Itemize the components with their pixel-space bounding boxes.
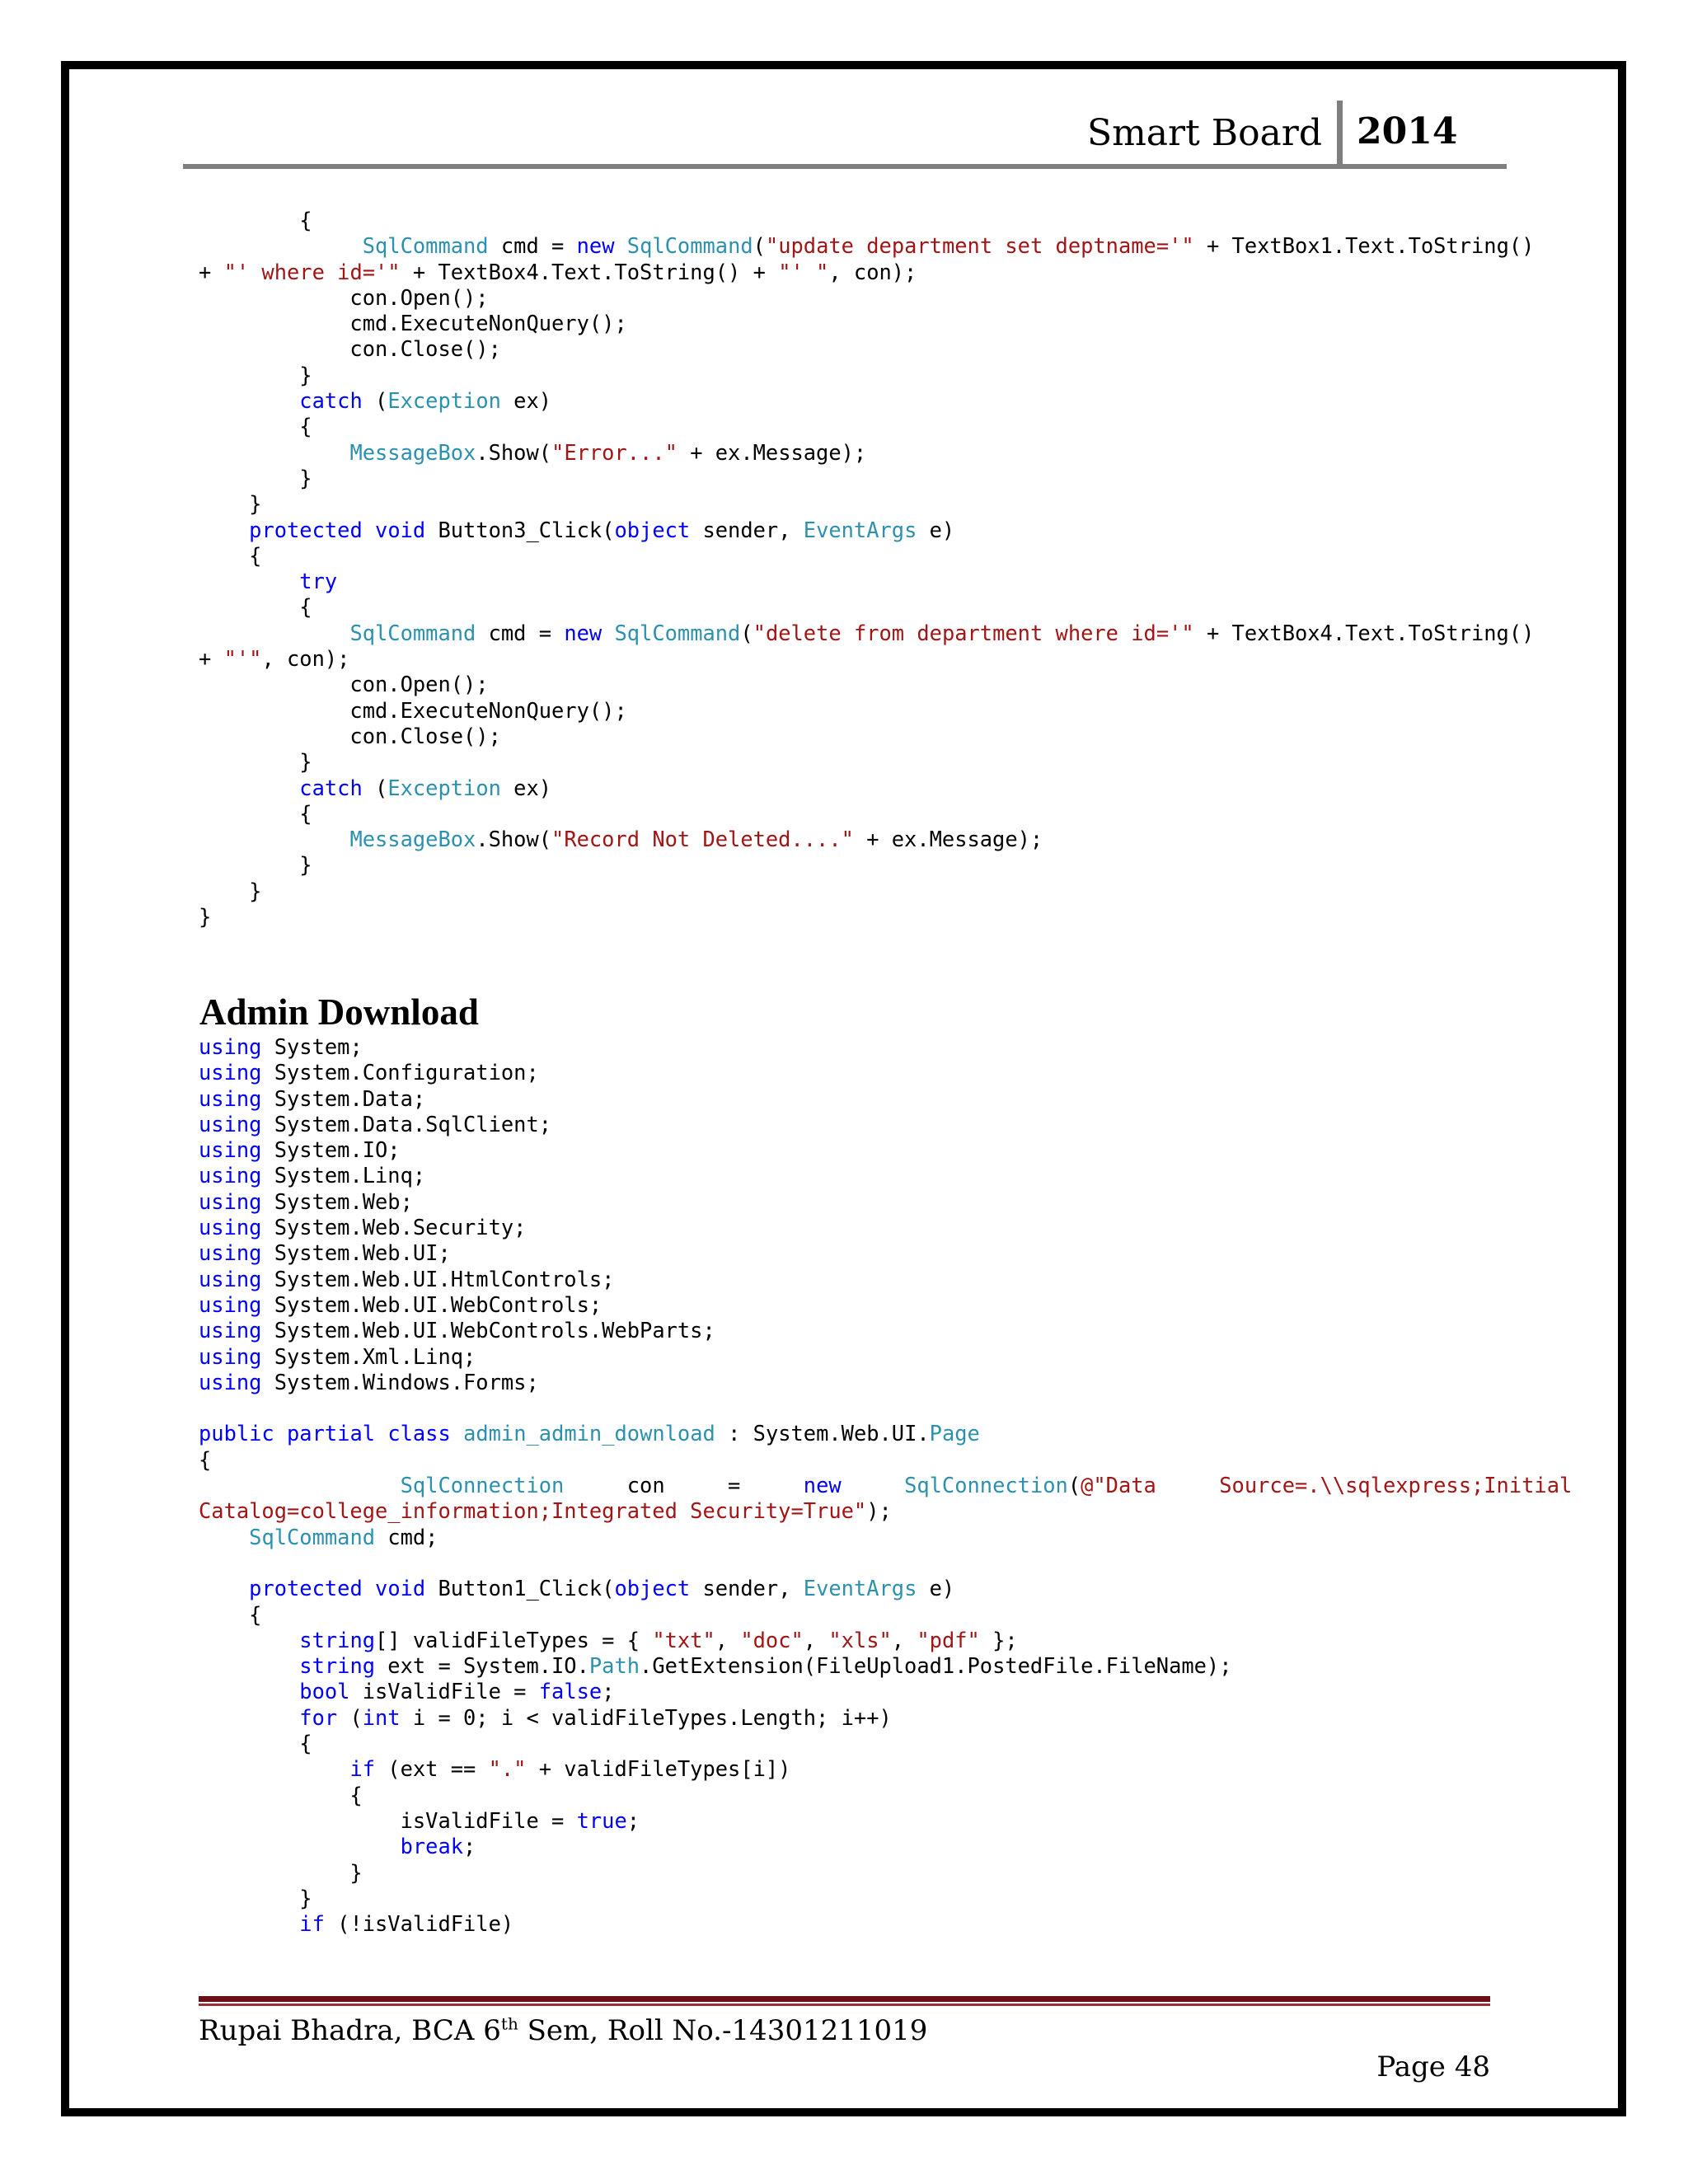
code-token: catch xyxy=(299,388,363,414)
code-token: isValidFile = xyxy=(349,1679,539,1704)
code-line xyxy=(199,879,1501,904)
code-token: con.Open(); xyxy=(199,284,489,310)
code-token: using xyxy=(199,1343,262,1369)
code-line xyxy=(199,1344,1501,1370)
code-token xyxy=(199,827,349,851)
code-line xyxy=(199,363,1501,388)
code-line xyxy=(199,1886,1501,1911)
code-token: cmd.ExecuteNonQuery(); xyxy=(199,697,627,723)
code-line xyxy=(199,260,1501,285)
code-token: isValidFile = xyxy=(199,1807,577,1833)
footer-author-sup: th xyxy=(500,2013,518,2034)
code-token: System.Data.SqlClient; xyxy=(261,1111,552,1137)
code-token: for xyxy=(299,1704,338,1730)
code-line xyxy=(199,1705,1501,1731)
code-token: ( xyxy=(740,620,753,645)
code-token: protected xyxy=(249,1576,363,1601)
code-token: } xyxy=(199,491,262,517)
code-token: } xyxy=(199,904,212,930)
code-line xyxy=(199,1602,1501,1628)
code-token: using xyxy=(199,1085,262,1111)
code-token: } xyxy=(199,1885,312,1910)
code-token xyxy=(199,1628,299,1652)
code-token: "'" xyxy=(223,646,262,672)
code-token: cmd = xyxy=(488,233,577,259)
code-token: }; xyxy=(979,1627,1018,1652)
code-line xyxy=(199,233,1535,259)
code-line xyxy=(199,1628,1501,1653)
code-token xyxy=(199,1679,299,1704)
code-token: SqlCommand xyxy=(614,620,741,645)
code-line xyxy=(199,1550,1501,1576)
code-line xyxy=(199,1525,1501,1550)
code-line xyxy=(199,1834,1501,1859)
code-token: using xyxy=(199,1266,262,1291)
code-line xyxy=(199,1447,1501,1473)
code-token: } xyxy=(199,852,312,878)
code-token: , con); xyxy=(828,259,917,284)
code-token: } xyxy=(199,362,312,387)
section-heading: Admin Download xyxy=(199,991,479,1033)
code-line xyxy=(199,1756,1501,1782)
code-token: SqlCommand xyxy=(249,1524,376,1549)
code-token: .Show( xyxy=(476,827,552,852)
code-token xyxy=(199,1576,249,1601)
code-token: break xyxy=(400,1834,464,1859)
code-token: using xyxy=(199,1369,262,1394)
code-token: int xyxy=(362,1704,401,1730)
code-token: System.Linq; xyxy=(261,1163,426,1188)
code-token: new xyxy=(576,233,615,259)
code-token: object xyxy=(614,517,691,542)
code-token: "doc" xyxy=(740,1627,804,1652)
code-token: Button1_Click( xyxy=(425,1576,615,1601)
code-token: : System.Web.UI. xyxy=(715,1421,930,1446)
code-line xyxy=(199,1318,1501,1343)
code-token: + ex.Message); xyxy=(677,439,867,465)
code-token: void xyxy=(375,517,426,542)
code-token: { xyxy=(199,542,262,568)
code-token: SqlConnection xyxy=(400,1473,565,1498)
code-line xyxy=(199,491,1501,517)
code-token: if xyxy=(299,1911,325,1937)
code-line xyxy=(199,1034,1501,1060)
code-token: (ext == xyxy=(375,1756,489,1782)
header-title: Smart Board xyxy=(1086,112,1322,154)
code-token: { xyxy=(199,1446,212,1472)
code-line xyxy=(199,336,1501,362)
code-token: "Error..." xyxy=(551,439,678,465)
code-token: string xyxy=(299,1627,376,1652)
code-line xyxy=(199,414,1501,439)
code-token: class xyxy=(387,1421,451,1446)
code-line xyxy=(199,1576,1501,1601)
code-token: object xyxy=(614,1576,691,1601)
code-token: + TextBox4.Text.ToString() + xyxy=(400,259,779,284)
code-line xyxy=(199,1808,1501,1834)
code-token: + TextBox1.Text.ToString() xyxy=(1193,233,1535,259)
code-token: , con); xyxy=(261,646,350,672)
code-token: { xyxy=(199,414,312,439)
code-token xyxy=(199,569,299,593)
code-token: using xyxy=(199,1318,262,1343)
code-token: SqlCommand xyxy=(626,233,753,259)
code-token: ); xyxy=(866,1498,892,1524)
code-token: { xyxy=(199,1782,363,1807)
code-line xyxy=(199,466,1501,491)
header-year: 2014 xyxy=(1357,110,1458,152)
code-line xyxy=(199,1086,1501,1112)
code-token: ( xyxy=(337,1704,363,1730)
code-token: System.Web.UI.WebControls.WebParts; xyxy=(261,1318,715,1343)
code-token: } xyxy=(199,749,312,775)
code-line xyxy=(199,698,1501,724)
code-line xyxy=(199,1731,1501,1756)
code-line xyxy=(199,1267,1501,1292)
code-token xyxy=(363,1576,375,1601)
code-token: using xyxy=(199,1060,262,1085)
code-token: using xyxy=(199,1111,262,1137)
code-line xyxy=(199,904,1501,930)
code-token: cmd.ExecuteNonQuery(); xyxy=(199,311,627,336)
code-line xyxy=(199,672,1501,697)
footer-author-suffix: Sem, Roll No.-14301211019 xyxy=(518,2014,928,2047)
code-token: try xyxy=(299,569,338,594)
code-token: System.Web.UI.WebControls; xyxy=(261,1291,603,1317)
code-token: + TextBox4.Text.ToString() xyxy=(1193,620,1535,645)
code-token: SqlCommand xyxy=(362,233,489,259)
code-token: + validFileTypes[i]) xyxy=(526,1756,791,1782)
code-line xyxy=(199,1653,1501,1679)
code-line xyxy=(199,1911,1501,1937)
code-token: { xyxy=(199,800,312,826)
code-line xyxy=(199,311,1501,336)
code-token: SqlCommand xyxy=(349,620,476,645)
code-token xyxy=(199,1756,349,1781)
code-line xyxy=(199,827,1501,852)
code-token: ( xyxy=(1067,1473,1081,1498)
code-token: con.Open(); xyxy=(199,672,489,697)
code-token xyxy=(375,1421,387,1446)
code-token xyxy=(199,233,363,258)
code-token: new xyxy=(564,620,603,645)
code-token: "delete from department where id='" xyxy=(753,620,1194,645)
code-token: MessageBox xyxy=(349,827,476,852)
code-token xyxy=(614,233,626,258)
code-line xyxy=(199,1860,1501,1886)
code-token: if xyxy=(349,1756,376,1782)
code-token: using xyxy=(199,1291,262,1317)
code-line xyxy=(199,569,1501,594)
code-token: (!isValidFile) xyxy=(324,1911,514,1937)
code-token: [] validFileTypes = { xyxy=(375,1627,653,1652)
code-line xyxy=(199,1137,1501,1163)
code-line xyxy=(199,1370,1501,1395)
code-token: { xyxy=(199,1601,262,1627)
code-token: @"Data Source=.\\sqlexpress;Initial xyxy=(1081,1473,1573,1498)
code-token: } xyxy=(199,1859,363,1885)
code-line xyxy=(199,1498,1501,1524)
code-token: using xyxy=(199,1215,262,1240)
code-token: ex) xyxy=(500,388,552,414)
code-token: using xyxy=(199,1163,262,1188)
code-token: "pdf" xyxy=(917,1627,980,1652)
code-token: protected xyxy=(249,517,363,542)
footer-author-prefix: Rupai Bhadra, BCA 6 xyxy=(199,2014,501,2047)
code-token: System.IO; xyxy=(261,1137,401,1163)
code-token: e) xyxy=(917,517,955,542)
footer-rule xyxy=(199,1996,1490,2002)
code-token: Catalog=college_information;Integrated Security=True" xyxy=(199,1498,867,1524)
code-token: "txt" xyxy=(652,1627,715,1652)
code-line xyxy=(199,285,1501,311)
code-line xyxy=(199,594,1501,620)
code-line xyxy=(199,440,1501,466)
code-token xyxy=(199,1911,299,1936)
code-token xyxy=(602,621,614,645)
code-line xyxy=(199,388,1501,414)
header-rule xyxy=(183,164,1507,169)
code-line xyxy=(199,724,1501,749)
code-line xyxy=(199,776,1501,801)
code-line xyxy=(199,646,1501,672)
code-token: new xyxy=(803,1473,842,1498)
code-token: .GetExtension(FileUpload1.PostedFile.FileName); xyxy=(640,1653,1232,1679)
code-token: con = xyxy=(564,1473,804,1498)
code-line xyxy=(199,1395,1501,1421)
code-line xyxy=(199,620,1535,646)
header-separator xyxy=(1337,101,1343,168)
code-token: using xyxy=(199,1188,262,1214)
code-token: Button3_Click( xyxy=(425,517,615,542)
code-token: admin_admin_download xyxy=(463,1421,715,1446)
code-token: .Show( xyxy=(476,439,552,465)
code-token: System.Web; xyxy=(261,1188,413,1214)
code-token: ( xyxy=(362,388,388,414)
code-token xyxy=(199,1834,401,1858)
code-token: e) xyxy=(917,1576,955,1601)
code-line xyxy=(199,749,1501,775)
code-token: EventArgs xyxy=(803,1576,917,1601)
code-token: "' " xyxy=(778,259,829,284)
code-token xyxy=(363,518,375,542)
code-token xyxy=(199,518,249,542)
code-line xyxy=(199,1473,1573,1498)
code-token xyxy=(199,621,349,645)
code-token: false xyxy=(538,1679,603,1704)
code-token: { xyxy=(199,594,312,620)
code-token: } xyxy=(199,878,262,903)
code-token xyxy=(199,776,299,800)
code-token: , xyxy=(715,1627,741,1652)
code-token: con.Close(); xyxy=(199,723,501,748)
code-token: ( xyxy=(362,775,388,800)
code-token: Exception xyxy=(387,775,501,800)
code-token: ; xyxy=(602,1679,615,1704)
code-token xyxy=(842,1473,904,1497)
code-token xyxy=(199,1653,299,1678)
code-token: ; xyxy=(626,1807,640,1833)
code-token: Exception xyxy=(387,388,501,414)
code-token: "update department set deptname='" xyxy=(765,233,1194,259)
code-token: partial xyxy=(287,1421,376,1446)
code-token: ext = System.IO. xyxy=(375,1653,589,1679)
code-token: System.Web.UI.HtmlControls; xyxy=(261,1266,615,1291)
code-token: cmd = xyxy=(476,620,565,645)
code-token: System.Windows.Forms; xyxy=(261,1369,539,1394)
code-token: + xyxy=(199,259,224,284)
code-token: Path xyxy=(588,1653,640,1679)
footer-rule-accent xyxy=(199,2004,1490,2006)
code-line xyxy=(199,1112,1501,1137)
code-token: "xls" xyxy=(828,1627,892,1652)
code-line xyxy=(199,1189,1501,1215)
code-token: EventArgs xyxy=(803,517,917,542)
page-number: Page 48 xyxy=(1376,2050,1490,2083)
code-token: , xyxy=(891,1627,917,1652)
code-token: con.Close(); xyxy=(199,336,501,362)
code-token: System.Web.Security; xyxy=(261,1215,527,1240)
code-token: System.Data; xyxy=(261,1085,426,1111)
code-token: "Record Not Deleted...." xyxy=(551,827,854,852)
code-token: string xyxy=(299,1653,376,1679)
code-token: System.Configuration; xyxy=(261,1060,539,1085)
code-token: public xyxy=(199,1421,274,1446)
code-token: true xyxy=(576,1807,627,1833)
code-token: ; xyxy=(463,1834,476,1859)
code-token: void xyxy=(375,1576,426,1601)
code-token: + xyxy=(199,646,224,672)
code-token: System.Xml.Linq; xyxy=(261,1343,476,1369)
code-token xyxy=(199,1705,299,1730)
code-token: , xyxy=(803,1627,829,1652)
code-line xyxy=(199,852,1501,878)
code-token: ex) xyxy=(500,775,552,800)
code-token: cmd; xyxy=(375,1524,438,1549)
code-line xyxy=(199,1783,1501,1808)
code-token: "." xyxy=(488,1756,527,1782)
code-token xyxy=(199,1473,401,1497)
code-token: System; xyxy=(261,1034,363,1059)
code-token: MessageBox xyxy=(349,439,476,465)
code-token xyxy=(451,1421,463,1446)
code-line xyxy=(199,1215,1501,1240)
code-token: using xyxy=(199,1240,262,1266)
code-token xyxy=(199,388,299,413)
code-token: bool xyxy=(299,1679,350,1704)
code-token xyxy=(274,1421,287,1446)
code-line xyxy=(199,1240,1501,1266)
code-token: } xyxy=(199,465,312,490)
code-token: + ex.Message); xyxy=(853,827,1043,852)
code-line xyxy=(199,801,1501,827)
footer-author xyxy=(199,2011,927,2050)
code-token xyxy=(199,440,349,465)
code-token: using xyxy=(199,1137,262,1163)
code-token: "' where id='" xyxy=(223,259,401,284)
code-line xyxy=(199,543,1501,569)
code-line xyxy=(199,1060,1501,1085)
code-token: ( xyxy=(753,233,766,259)
code-line xyxy=(199,1292,1501,1318)
code-token xyxy=(199,1525,249,1549)
code-token: sender, xyxy=(690,517,804,542)
code-token: sender, xyxy=(690,1576,804,1601)
code-line xyxy=(199,1679,1501,1704)
code-line xyxy=(199,208,1501,233)
code-token: catch xyxy=(299,775,363,800)
code-line xyxy=(199,518,1501,543)
code-token: Page xyxy=(929,1421,980,1446)
code-line xyxy=(199,1163,1501,1188)
code-block-2 xyxy=(199,1034,1573,1937)
code-block-1 xyxy=(199,208,1535,930)
code-token: { xyxy=(199,1731,312,1756)
code-token: SqlConnection xyxy=(904,1473,1068,1498)
code-line xyxy=(199,1421,1501,1446)
code-token: i = 0; i < validFileTypes.Length; i++) xyxy=(400,1704,892,1730)
code-token: using xyxy=(199,1034,262,1059)
code-token: System.Web.UI; xyxy=(261,1240,451,1266)
code-token: { xyxy=(199,208,312,232)
